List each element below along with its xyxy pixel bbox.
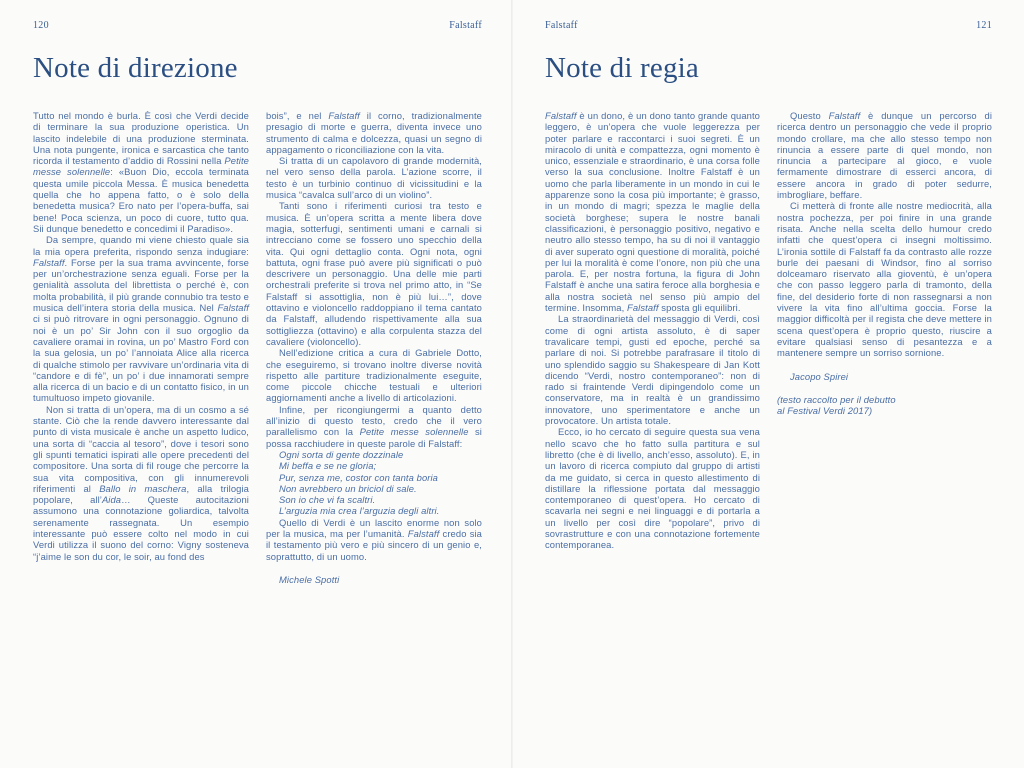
chapter-title-regia: Note di regia xyxy=(545,52,699,84)
left-page-column-1 xyxy=(33,110,249,585)
running-title-right: Falstaff xyxy=(545,20,578,31)
right-page-columns xyxy=(545,110,992,551)
paragraph: La straordinarietà del messaggio di Verdi, così come di ogni artista assoluto, è di saper travalicare tempi, gusti ed epoche, perché sa parlare di noi. Si potrebbe parafrasare il titolo di uno splendido saggio su Shakespeare di Jan Kott dicendo “Verdi, nostro contemporaneo”: non di rado si fraintende Verdi dipingendolo come un conservatore, ma in realtà è un grandissimo innovatore, uno sperimentatore e anche un provocatore. Un artista totale. xyxy=(545,313,760,427)
paragraph: bois”, e nel Falstaff il corno, tradizionalmente presagio di morte e guerra, diventa invece uno strumento di calma e dolcezza, quasi un segno di appagamento o riconciliazione con la vita. xyxy=(266,110,482,155)
running-head-right xyxy=(545,20,992,31)
paragraph: Ci metterà di fronte alle nostre mediocrità, alla nostra pochezza, per poi finire in una grande risata. Anche nella scelta dello humour credo infatti che quest’opera ci insegni moltissimo. L’ironia sottile di Falstaff fa da contrasto alle rozze burle dei paesani di Windsor, fino al sorriso dolceamaro riservato alla gioventù, è un’opera che con passo leggero parla di tramonto, della fine, del desiderio forte di non rassegnarsi a non vivere la vita fino all’ultima goccia. Forse la maggior difficoltà per il regista che deve mettere in scena quest’opera è proprio questo, riuscire a evitare qualsiasi senso di pesantezza e a mantenere sempre un sorriso sornione. xyxy=(777,200,992,359)
page-number-left: 120 xyxy=(33,20,49,31)
verse-line: Non avrebbero un briciol di sale. xyxy=(279,482,417,494)
verse-line: Ogni sorta di gente dozzinale xyxy=(279,448,404,460)
running-head-left xyxy=(33,20,482,31)
credit-note: (testo raccolto per il debutto xyxy=(777,393,896,405)
paragraph: Tanti sono i riferimenti curiosi tra testo e musica. È un’opera scritta a mente libera dove magia, sotterfugi, sentimenti umani e carnali si intrecciano come se fossero uno specchio della vita. Qui ogni dettaglio conta. Ogni nota, ogni battuta, ogni frase può avere più significati o può descrivere un personaggio. Una delle mie parti orchestrali preferite si trova nel primo atto, in “Se Falstaff si assottiglia, non è più lui…”, dove ottavino e violoncello raddoppiano il tema cantato da Falstaff, alludendo rispettivamente alla sua sottigliezza (ottavino) e alla corpulenta stazza del cavaliere (violoncello). xyxy=(266,200,482,347)
paragraph: Questo Falstaff è dunque un percorso di ricerca dentro un personaggio che vede il proprio mondo crollare, ma che allo stesso tempo non rinuncia a essere parte di quel mondo, non rinuncia a partecipare al gioco, e vuole fermamente dimostrare di esserci ancora, di essere ancora in grado di poter sedurre, imbrogliare, beffare. xyxy=(777,110,993,201)
verse-line: Mi beffa e se ne gloria; xyxy=(279,460,377,472)
paragraph: Si tratta di un capolavoro di grande modernità, nel vero senso della parola. L’azione scorre, il testo è un turbinio continuo di vicissitudini e la musica “cavalca sull’arco di un violino”. xyxy=(266,155,482,201)
paragraph: Infine, per ricongiungermi a quanto detto all’inizio di questo testo, credo che il vero parallelismo con la Petite messe solennelle si possa racchiudere in queste parole di Falstaff: xyxy=(266,403,482,449)
signature: Michele Spotti xyxy=(279,573,340,585)
paragraph: Tutto nel mondo è burla. È così che Verdi decide di terminare la sua produzione operistica. Un lascito indelebile di una produzione sterminata. Una nota pungente, ironica e sarcastica che tanto ricorda il testamento d’addio di Rossini nella Petite messe solennelle: «Buon Dio, eccola terminata questa umile piccola Messa. È musica benedetta quella che ho appena fatto, o è solo della benedetta musica? Ero nato per l’opera-buffa, sai bene! Poca scienza, un poco di cuore, tutto qua. Sii dunque benedetto e concedimi il Paradiso». xyxy=(33,110,249,234)
paragraph: Ecco, io ho cercato di seguire questa sua vena nello scavo che ho fatto sulla partitura e sul libretto (che è di livello, anch’esso, assoluto). E, in un lavoro di ricerca compiuto dal gruppo di artisti da me guidato, si cerca in questo allestimento di distillare la riflessione portata dal messaggio contemporaneo di quest’opera. Ho cercato di scavarla nei segni e nei linguaggi e di portarla a un livello per così dire “popolare”, privo di sovrastrutture e con una connotazione fortemente contemporanea. xyxy=(545,426,760,551)
page-number-right: 121 xyxy=(976,20,992,31)
credit-note: al Festival Verdi 2017) xyxy=(777,405,873,417)
paragraph: Falstaff è un dono, è un dono tanto grande quanto leggero, è un’opera che vuole leggerezza per poter parlare e raccontarci i suoi segreti. È un miracolo di unità e compattezza, ogni momento è unico, essenziale e straordinario, è una corsa folle verso la sua conclusione. Inoltre Falstaff è un uomo che parla liberamente in un mondo in cui le apparenze sono la cosa più importante; è grasso, in un mondo di magri; spezza le maglie della società borghese; supera le nostre banali classificazioni, è personaggio positivo, negativo e neutro allo stesso tempo, ha su di noi il vantaggio di aver superato ogni questione di moralità, poiché per lui la moralità è come l’onore, non più che una parola. E, per nostra fortuna, la figura di John Falstaff è anche una satira feroce alla borghesia e alla nostra società nel senso più ampio del termine. Insomma, Falstaff sposta gli equilibri. xyxy=(545,110,760,314)
verse-line: Son io che vi fa scaltri. xyxy=(279,494,376,506)
right-page-column-1 xyxy=(545,110,760,551)
chapter-title-direzione: Note di direzione xyxy=(33,52,238,84)
left-page-columns xyxy=(33,110,482,585)
paragraph: Non si tratta di un’opera, ma di un cosmo a sé stante. Ciò che la rende davvero interessante dal punto di vista musicale è anche un aspetto ludico, una sorta di “caccia al tesoro”, dove i tesori sono gli spunti tematici ispirati alle opere precedenti del compositore. Una sorta di fil rouge che percorre la sua vita compositiva, con gli innumerevoli riferimenti al Ballo in maschera, alla trilogia popolare, all’Aida… Queste autocitazioni assumono una connotazione goliardica, talvolta serenamente rassegnata. Un esempio interessante può essere colto nel modo in cui Verdi utilizza il suono del corno: Vigny sosteneva “j’aime le son du cor, le soir, au fond des xyxy=(33,403,249,562)
paragraph: Da sempre, quando mi viene chiesto quale sia la mia opera preferita, rispondo senza indugiare: Falstaff. Forse per la sua trama avvincente, forse per un’orchestrazione senza eguali. Forse per la genialità assoluta del librettista o perché è, con molta probabilità, il più grande connubio tra testo e musica dell’intera storia della musica. Nel Falstaff ci si può ritrovare in ogni personaggio. Ognuno di noi è un po’ Sir John con il suo orgoglio da cavaliere oramai in rovina, un po’ Mastro Ford con la sua gelosia, un po’ l’annoiata Alice alla ricerca di qualche stimolo per ravvivare un’ordinaria vita di “candore e di fè”, un po’ i due innamorati sempre alla ricerca di un bacio e di un contatto fisico, in un tumultuoso impeto giovanile. xyxy=(33,234,249,404)
page-right xyxy=(512,0,1024,768)
paragraph: Quello di Verdi è un lascito enorme non solo per la musica, ma per l’umanità. Falstaff credo sia il testamento più vero e più sincero di un genio e, soprattutto, di un uomo. xyxy=(266,516,482,562)
right-page-column-2 xyxy=(777,110,992,551)
verse-line: L’arguzia mia crea l’arguzia degli altri. xyxy=(279,505,440,517)
signature: Jacopo Spirei xyxy=(790,370,849,382)
running-title-left: Falstaff xyxy=(449,20,482,31)
verse-line: Pur, senza me, costor con tanta boria xyxy=(279,471,438,483)
paragraph: Nell’edizione critica a cura di Gabriele Dotto, che eseguiremo, si trovano inoltre diverse novità rispetto alle partiture tradizionalmente eseguite, come piccole chicche testuali e ulteriori aggiornamenti anche a livello di articolazioni. xyxy=(266,347,482,404)
left-page-column-2 xyxy=(266,110,482,585)
